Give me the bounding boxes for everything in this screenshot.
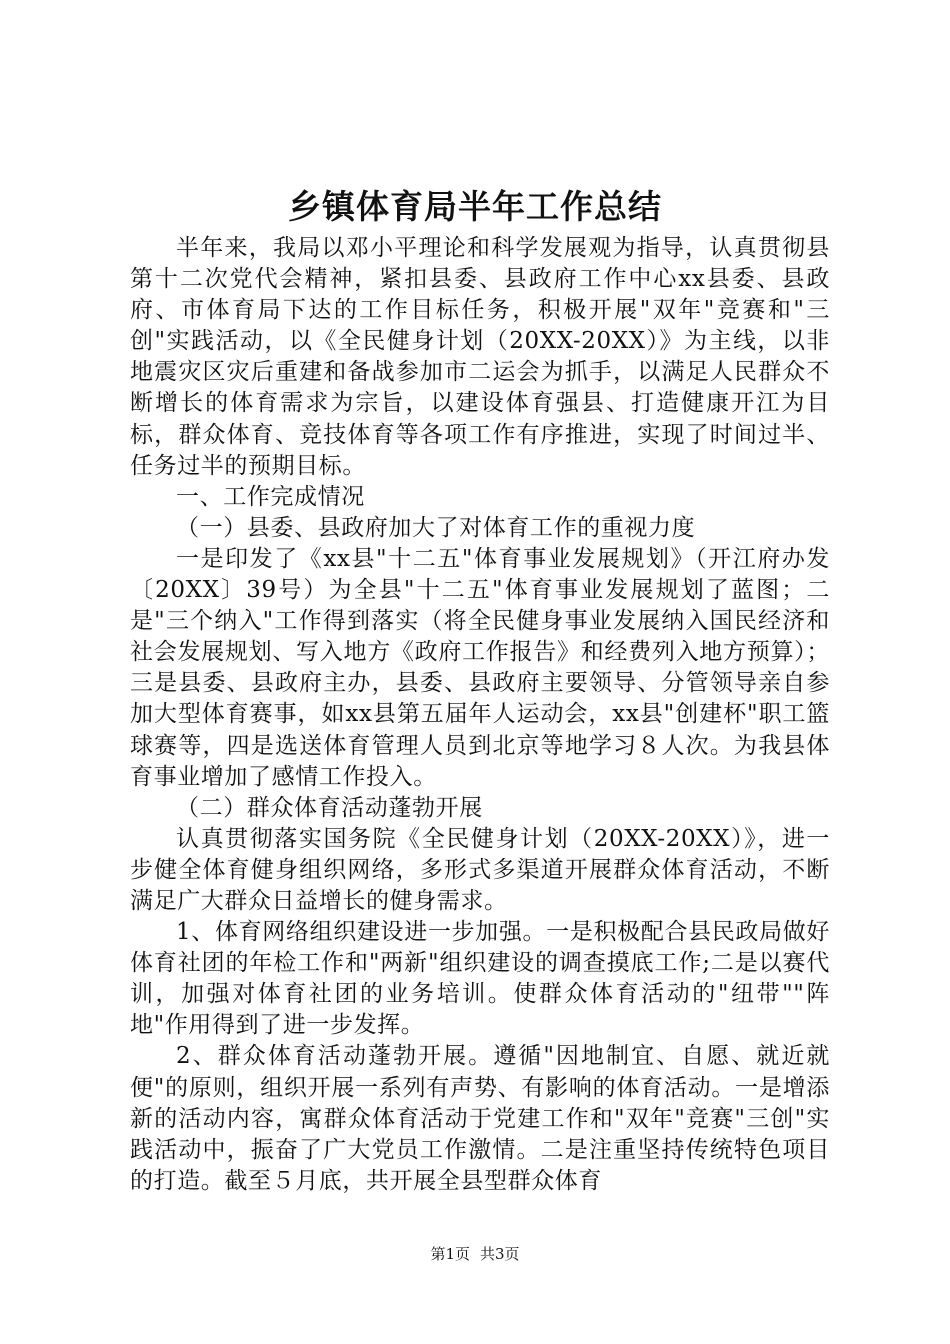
subsection-heading-1: （一）县委、县政府加大了对体育工作的重视力度 — [176, 514, 696, 541]
page-total: 共3页 — [480, 1245, 520, 1263]
document-title: 乡镇体育局半年工作总结 — [288, 187, 662, 226]
document-body — [130, 233, 830, 1197]
paragraph-county-measures: 一是印发了《xx县"十二五"体育事业发展规划》（开江府办发〔20XX〕39号）为全县"十二五"体育事业发展规划了蓝图；二是"三个纳入"工作得到落实（将全民健身事业发展纳入国民经济和社会发展规划、写入地方《政府工作报告》和经费列入地方预算）；三是县委、县政府主办，县委、县政府主要领导、分管领导亲自参加大型体育赛事，如xx县第五届年人运动会，xx县"创建杯"职工篮球赛等，四是选送体育管理人员到北京等地学习８人次。为我县体育事业增加了感情工作投入。 — [130, 545, 830, 790]
paragraph-fitness-plan: 认真贯彻落实国务院《全民健身计划（20XX-20XX）》，进一步健全体育健身组织网络，多形式多渠道开展群众体育活动，不断满足广大群众日益增长的健身需求。 — [130, 825, 830, 914]
paragraph-mass-activities: 2、群众体育活动蓬勃开展。遵循"因地制宜、自愿、就近就便"的原则，组织开展一系列有声势、有影响的体育活动。一是增添新的活动内容，寓群众体育活动于党建工作和"双年"竞赛"三创"实践活动中，振奋了广大党员工作激情。二是注重坚持传统特色项目的打造。截至５月底，共开展全县型群众体育 — [130, 1043, 830, 1194]
page-footer — [0, 1244, 950, 1264]
paragraph-intro: 半年来，我局以邓小平理论和科学发展观为指导，认真贯彻县第十二次党代会精神，紧扣县委、县政府工作中心xx县委、县政府、市体育局下达的工作目标任务，积极开展"双年"竞赛和"三创"实践活动，以《全民健身计划（20XX-20XX）》为主线，以非地震灾区灾后重建和备战参加市二运会为抓手，以满足人民群众不断增长的体育需求为宗旨，以建设体育强县、打造健康开江为目标，群众体育、竞技体育等各项工作有序推进，实现了时间过半、任务过半的预期目标。 — [130, 235, 830, 479]
paragraph-network-building: 1、体育网络组织建设进一步加强。一是积极配合县民政局做好体育社团的年检工作和"两新"组织建设的调查摸底工作;二是以赛代训，加强对体育社团的业务培训。使群众体育活动的"纽带""阵地"作用得到了进一步发挥。 — [130, 919, 830, 1039]
subsection-heading-2: （二）群众体育活动蓬勃开展 — [176, 794, 483, 821]
section-heading-1: 一、工作完成情况 — [176, 483, 365, 510]
page-number: 第1页 — [430, 1245, 470, 1263]
